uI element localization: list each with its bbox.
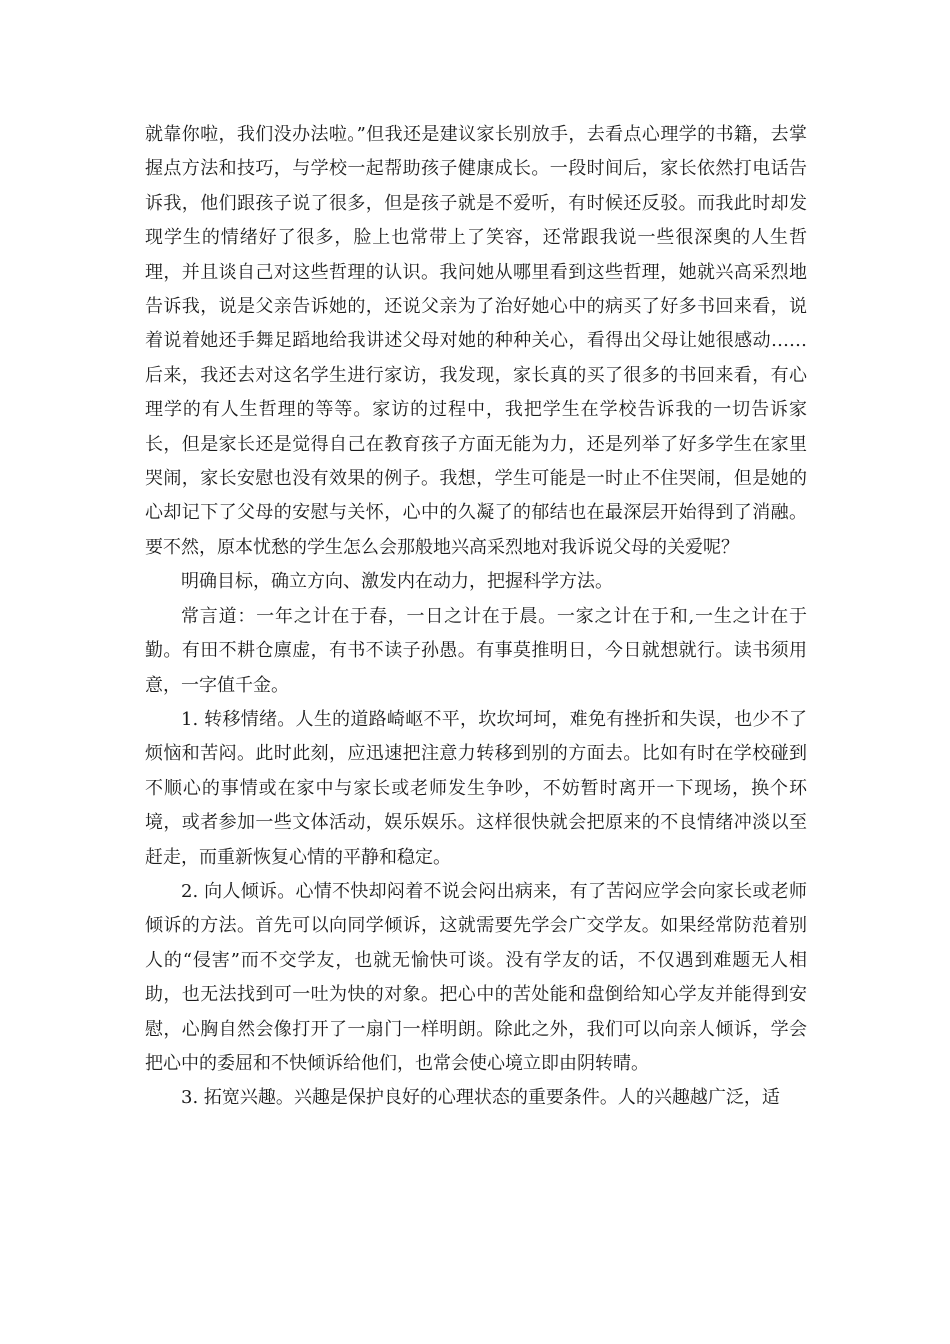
paragraph-proverbs: 常言道：一年之计在于春，一日之计在于晨。一家之计在于和,一生之计在于勤。有田不耕仓廪虚，有书不读子孙愚。有事莫推明日，今日就想就行。读书须用意，一字值千金。 [145,605,807,696]
paragraph-item-2: 2. 向人倾诉。心情不快却闷着不说会闷出病来，有了苦闷应学会向家长或老师倾诉的方法。首先可以向同学倾诉，这就需要先学会广交学友。如果经常防范着别人的“侵害”而不交学友，也就无愉快可谈。没有学友的话，不仅遇到难题无人相助，也无法找到可一吐为快的对象。把心中的苦处能和盘倒给知心学友并能得到安慰，心胸自然会像打开了一扇门一样明朗。除此之外，我们可以向亲人倾诉，学会把心中的委屈和不快倾诉给他们，也常会使心境立即由阴转晴。 [145,880,807,1074]
paragraph-goal: 明确目标，确立方向、激发内在动力，把握科学方法。 [181,571,613,593]
document-body [145,118,807,1116]
paragraph-item-1: 1. 转移情绪。人生的道路崎岖不平，坎坎坷坷，难免有挫折和失误，也少不了烦恼和苦闷。此时此刻，应迅速把注意力转移到别的方面去。比如有时在学校碰到不顺心的事情或在家中与家长或老师发生争吵，不妨暂时离开一下现场，换个环境，或者参加一些文体活动，娱乐娱乐。这样很快就会把原来的不良情绪冲淡以至赶走，而重新恢复心情的平静和稳定。 [145,708,807,868]
paragraph-continued: 就靠你啦，我们没办法啦。”但我还是建议家长别放手，去看点心理学的书籍，去掌握点方法和技巧，与学校一起帮助孩子健康成长。一段时间后，家长依然打电话告诉我，他们跟孩子说了很多，但是孩子就是不爱听，有时候还反驳。而我此时却发现学生的情绪好了很多，脸上也常带上了笑容，还常跟我说一些很深奥的人生哲理，并且谈自己对这些哲理的认识。我问她从哪里看到这些哲理，她就兴高采烈地告诉我，说是父亲告诉她的，还说父亲为了治好她心中的病买了好多书回来看，说着说着她还手舞足蹈地给我讲述父母对她的种种关心，看得出父母让她很感动……后来，我还去对这名学生进行家访，我发现，家长真的买了很多的书回来看，有心理学的有人生哲理的等等。家访的过程中，我把学生在学校告诉我的一切告诉家长，但是家长还是觉得自己在教育孩子方面无能为力，还是列举了好多学生在家里哭闹，家长安慰也没有效果的例子。我想，学生可能是一时止不住哭闹，但是她的心却记下了父母的安慰与关怀，心中的久凝了的郁结也在最深层开始得到了消融。要不然，原本忧愁的学生怎么会那般地兴高采烈地对我诉说父母的关爱呢？ [145,124,807,558]
paragraph-item-3: 3. 拓宽兴趣。兴趣是保护良好的心理状态的重要条件。人的兴趣越广泛，适 [181,1087,780,1109]
